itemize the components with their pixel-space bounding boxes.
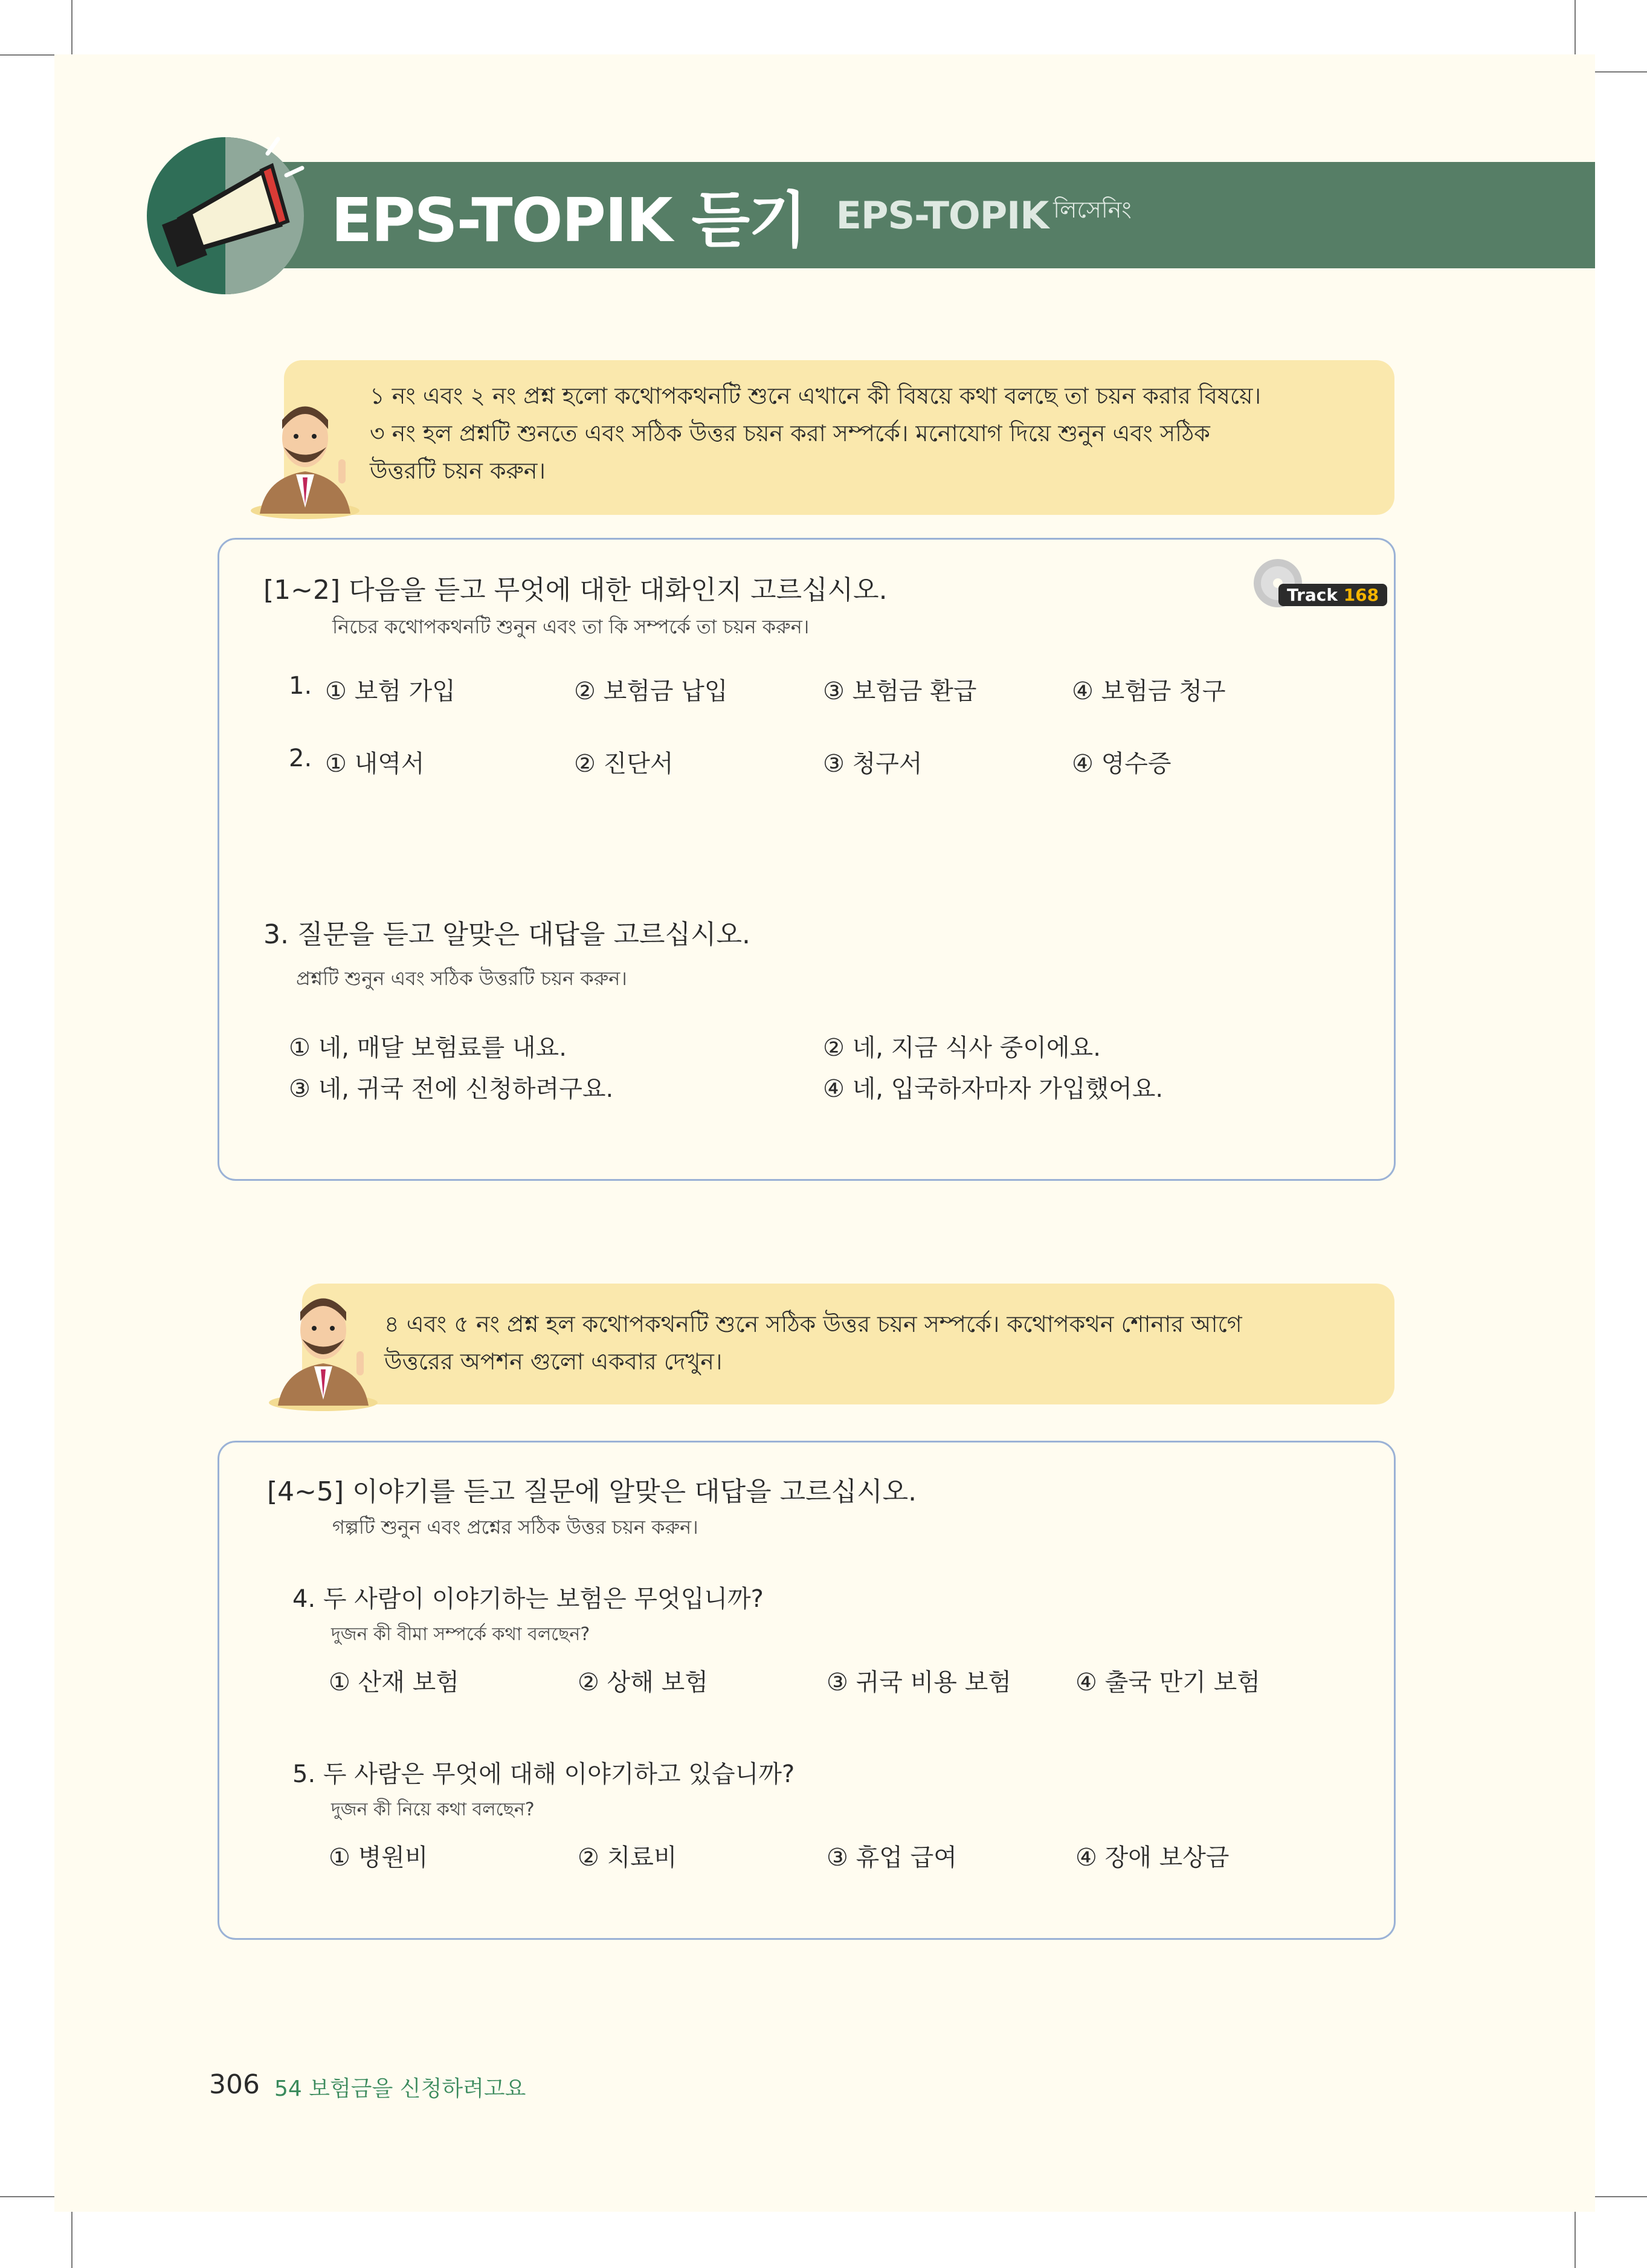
q4-option-4[interactable]: ④ 출국 만기 보험: [1075, 1669, 1260, 1696]
section-1-subheading: নিচের কথোপকথনটি শুনুন এবং তা কি সম্পর্কে তা চয়ন করুন।: [332, 615, 810, 638]
crop-mark: [1574, 0, 1576, 54]
q1-option-1[interactable]: ① 보험 가입: [325, 677, 456, 705]
teacher-icon: [266, 1279, 381, 1412]
q1-option-3[interactable]: ③ 보험금 환급: [823, 677, 977, 705]
q5-option-2[interactable]: ② 치료비: [578, 1844, 677, 1872]
question-1-number: 1.: [289, 672, 312, 700]
crop-mark: [0, 2196, 54, 2197]
crop-mark: [0, 54, 54, 56]
q4-option-3[interactable]: ③ 귀국 비용 보험: [827, 1669, 1011, 1696]
note-line: ৩ নং হল প্রশ্নটি শুনতে এবং সঠিক উত্তর চয়ন করা সম্পর্কে। মনোযোগ দিয়ে শুনুন এবং সঠিক: [370, 420, 1210, 447]
q2-option-2[interactable]: ② 진단서: [574, 750, 674, 778]
question-5-subtext: দুজন কী নিয়ে কথা বলছেন?: [331, 1799, 535, 1820]
q5-option-4[interactable]: ④ 장애 보상금: [1075, 1844, 1230, 1872]
q1-option-4[interactable]: ④ 보험금 청구: [1072, 677, 1226, 705]
note-line: ৪ এবং ৫ নং প্রশ্ন হল কথোপকথনটি শুনে সঠিক উত্তর চয়ন সম্পর্কে। কথোপকথন শোনার আগে: [384, 1311, 1242, 1337]
q4-option-2[interactable]: ② 상해 보험: [578, 1669, 708, 1696]
crop-mark: [1595, 71, 1647, 73]
q2-option-1[interactable]: ① 내역서: [325, 750, 425, 778]
question-3-subheading: প্রশ্নটি শুনুন এবং সঠিক উত্তরটি চয়ন করুন।: [296, 967, 627, 990]
question-3-heading: 3. 질문을 듣고 알맞은 대답을 고르십시오.: [263, 919, 750, 950]
q5-option-3[interactable]: ③ 휴업 급여: [827, 1844, 957, 1872]
instruction-note-2-text: [384, 1305, 1242, 1380]
crop-mark: [71, 2212, 73, 2268]
note-line: উত্তরটি চয়ন করুন।: [370, 457, 546, 484]
q5-option-1[interactable]: ① 병원비: [329, 1844, 428, 1872]
banner-subtitle: EPS-TOPIK: [836, 193, 1049, 237]
crop-mark: [1574, 2212, 1576, 2268]
chapter-title: 54 보험금을 신청하려고요: [274, 2076, 526, 2101]
crop-mark: [71, 0, 73, 54]
q3-option-3[interactable]: ③ 네, 귀국 전에 신청하려구요.: [289, 1075, 614, 1103]
section-2-heading: [4~5] 이야기를 듣고 질문에 알맞은 대답을 고르십시오.: [267, 1476, 917, 1507]
banner-title-group: [331, 173, 1132, 257]
megaphone-icon: [144, 134, 307, 297]
banner-subtitle-bengali: লিসেনিং: [1053, 196, 1132, 223]
page-number: 306: [209, 2069, 260, 2100]
section-1-heading: [1~2] 다음을 듣고 무엇에 대한 대화인지 고르십시오.: [263, 575, 888, 606]
q2-option-4[interactable]: ④ 영수증: [1072, 750, 1172, 778]
track-label: Track: [1287, 585, 1338, 605]
q3-option-4[interactable]: ④ 네, 입국하자마자 가입했어요.: [823, 1075, 1164, 1103]
q2-option-3[interactable]: ③ 청구서: [823, 750, 923, 778]
question-2-number: 2.: [289, 745, 312, 772]
question-4-text: 4. 두 사람이 이야기하는 보험은 무엇입니까?: [292, 1585, 764, 1613]
teacher-icon: [248, 387, 363, 520]
track-badge[interactable]: [1278, 584, 1387, 606]
section-2-subheading: গল্পটি শুনুন এবং প্রশ্নের সঠিক উত্তর চয়ন করুন।: [332, 1516, 698, 1539]
instruction-note-text: [370, 377, 1261, 489]
note-line: উত্তরের অপশন গুলো একবার দেখুন।: [384, 1348, 723, 1375]
q3-option-1[interactable]: ① 네, 매달 보험료를 내요.: [289, 1034, 567, 1062]
crop-mark: [1595, 2196, 1647, 2197]
q1-option-2[interactable]: ② 보험금 납입: [574, 677, 728, 705]
track-number: 168: [1343, 585, 1379, 605]
note-line: ১ নং এবং ২ নং প্রশ্ন হলো কথোপকথনটি শুনে এখানে কী বিষয়ে কথা বলছে তা চয়ন করার বিষয়ে।: [370, 383, 1262, 409]
banner-title: EPS-TOPIK 듣기: [331, 185, 806, 256]
q4-option-1[interactable]: ① 산재 보험: [329, 1669, 459, 1696]
question-5-text: 5. 두 사람은 무엇에 대해 이야기하고 있습니까?: [292, 1760, 795, 1788]
q3-option-2[interactable]: ② 네, 지금 식사 중이에요.: [823, 1034, 1101, 1062]
question-4-subtext: দুজন কী বীমা সম্পর্কে কথা বলছেন?: [331, 1624, 590, 1645]
